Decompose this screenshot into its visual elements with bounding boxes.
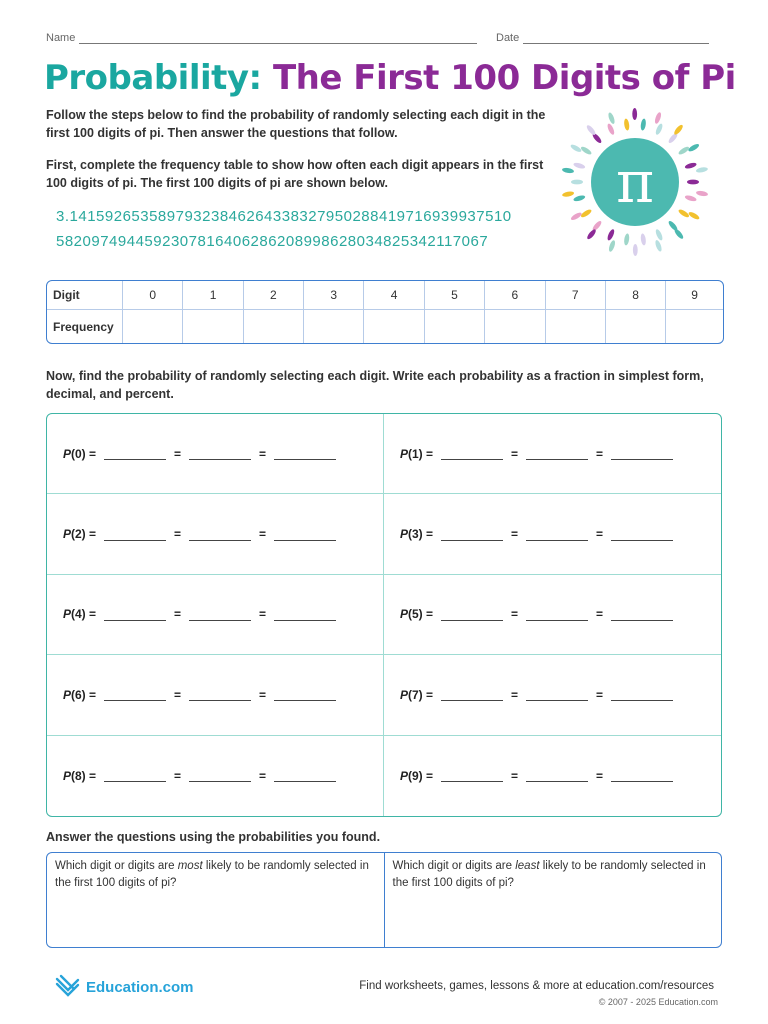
decimal-blank[interactable]	[189, 608, 251, 621]
digit-cell: 9	[666, 281, 723, 310]
probability-row	[47, 655, 384, 735]
decimal-blank[interactable]	[189, 447, 251, 460]
logo-text: Education.com	[86, 978, 194, 996]
fraction-blank[interactable]	[441, 608, 503, 621]
probability-prefix: P	[400, 527, 409, 542]
step3-text: Answer the questions using the probabilities you found.	[46, 830, 381, 844]
frequency-input-cell[interactable]	[364, 310, 424, 344]
confetti-petal	[606, 228, 615, 241]
confetti-petal	[696, 190, 709, 197]
pi-digits-line1: 3.14159265358979323846264338327950288419716939937510	[56, 208, 512, 225]
fraction-blank[interactable]	[104, 608, 166, 621]
probability-prefix: P	[400, 768, 409, 783]
percent-blank[interactable]	[274, 688, 336, 701]
confetti-petal	[606, 123, 615, 136]
equals-sign: =	[596, 446, 604, 461]
digit-row-label: Digit	[47, 281, 123, 310]
equals-sign: =	[596, 607, 604, 622]
fraction-blank[interactable]	[104, 447, 166, 460]
decimal-blank[interactable]	[189, 688, 251, 701]
fraction-blank[interactable]	[104, 688, 166, 701]
frequency-input-cell[interactable]	[424, 310, 484, 344]
percent-blank[interactable]	[611, 447, 673, 460]
probability-prefix: P	[400, 607, 409, 622]
probability-digit: (6) =	[71, 687, 97, 702]
confetti-petal	[684, 162, 697, 170]
confetti-petal	[687, 180, 699, 185]
frequency-input-cell[interactable]	[123, 310, 183, 344]
equals-sign: =	[596, 768, 604, 783]
probability-row	[384, 655, 721, 735]
question-text: likely to be randomly selected in the first 100 digits of pi?	[55, 860, 369, 889]
probability-row	[384, 414, 721, 494]
probability-grid	[46, 413, 722, 817]
confetti-petal	[640, 233, 646, 246]
percent-blank[interactable]	[611, 528, 673, 541]
probability-label	[63, 769, 96, 783]
pi-digits-line2: 5820974944592307816406286208998628034825342117067	[56, 233, 489, 250]
confetti-petal	[570, 143, 583, 153]
frequency-input-cell[interactable]	[485, 310, 545, 344]
equals-sign: =	[259, 687, 267, 702]
percent-blank[interactable]	[274, 608, 336, 621]
frequency-input-cell[interactable]	[243, 310, 303, 344]
confetti-petal	[570, 211, 583, 221]
equals-sign: =	[174, 687, 182, 702]
probability-label	[400, 447, 433, 461]
probability-row	[384, 575, 721, 655]
probability-label	[400, 688, 433, 702]
fraction-blank[interactable]	[104, 769, 166, 782]
probability-prefix: P	[63, 446, 72, 461]
probability-label	[400, 527, 433, 541]
confetti-petal	[640, 118, 646, 131]
confetti-petal	[623, 233, 629, 246]
probability-row	[47, 575, 384, 655]
probability-digit: (7) =	[408, 687, 434, 702]
step1-text: First, complete the frequency table to show how often each digit appears in the first 100 digits of pi. The first 100 digits of pi are shown below.	[46, 158, 544, 190]
pi-symbol: π	[615, 148, 655, 216]
confetti-petal	[573, 194, 586, 202]
name-line[interactable]	[79, 33, 477, 44]
question-emphasis: least	[515, 860, 540, 872]
title-part2: The First 100 Digits of Pi	[272, 58, 736, 98]
confetti-petal	[654, 112, 663, 125]
equals-sign: =	[511, 768, 519, 783]
probability-digit: (4) =	[71, 607, 97, 622]
confetti-petal	[688, 211, 701, 221]
question-text: Which digit or digits are	[392, 860, 516, 872]
date-field[interactable]	[496, 32, 709, 44]
confetti-petal	[608, 240, 617, 253]
percent-blank[interactable]	[611, 688, 673, 701]
frequency-row-label: Frequency	[47, 310, 123, 344]
date-line[interactable]	[523, 33, 709, 44]
digit-row	[47, 281, 723, 310]
confetti-petal	[586, 228, 597, 240]
equals-sign: =	[174, 527, 182, 542]
pi-badge-icon	[555, 102, 715, 262]
fraction-blank[interactable]	[104, 528, 166, 541]
equals-sign: =	[511, 446, 519, 461]
title-part1: Probability:	[44, 58, 262, 98]
percent-blank[interactable]	[274, 447, 336, 460]
question-text: likely to be randomly selected in the first 100 digits of pi?	[392, 860, 706, 889]
confetti-petal	[571, 180, 583, 185]
decimal-blank[interactable]	[526, 769, 588, 782]
name-field[interactable]	[46, 32, 477, 44]
confetti-petal	[687, 143, 700, 153]
confetti-petal	[654, 228, 663, 241]
probability-row	[47, 414, 384, 494]
frequency-input-cell[interactable]	[666, 310, 723, 344]
probability-row	[384, 736, 721, 816]
logo-icon	[52, 972, 82, 1002]
confetti-petal	[677, 145, 690, 156]
frequency-input-cell[interactable]	[304, 310, 364, 344]
confetti-petal	[696, 166, 709, 173]
confetti-petal	[607, 112, 616, 125]
step2-text: Now, find the probability of randomly selecting each digit. Write each probability as a fraction in simplest form, decimal, and percent.	[46, 369, 704, 401]
equals-sign: =	[259, 607, 267, 622]
answer-box	[46, 852, 722, 948]
fraction-blank[interactable]	[441, 528, 503, 541]
confetti-petal	[677, 208, 690, 219]
digit-cell: 0	[123, 281, 183, 310]
probability-prefix: P	[63, 527, 72, 542]
confetti-petal	[585, 124, 596, 136]
digit-cell: 3	[304, 281, 364, 310]
fraction-blank[interactable]	[441, 688, 503, 701]
probability-digit: (0) =	[71, 446, 97, 461]
decimal-blank[interactable]	[526, 688, 588, 701]
equals-sign: =	[511, 607, 519, 622]
most-likely-question[interactable]	[47, 853, 385, 947]
probability-prefix: P	[400, 687, 409, 702]
probability-digit: (1) =	[408, 446, 434, 461]
confetti-petal	[562, 191, 575, 198]
probability-digit: (8) =	[71, 768, 97, 783]
probability-label	[63, 447, 96, 461]
page-title	[44, 58, 736, 98]
probability-row	[384, 494, 721, 574]
probability-digit: (2) =	[71, 527, 97, 542]
equals-sign: =	[596, 527, 604, 542]
confetti-petal	[562, 167, 575, 174]
probability-label	[63, 688, 96, 702]
equals-sign: =	[511, 687, 519, 702]
decimal-blank[interactable]	[526, 447, 588, 460]
footer-copyright: © 2007 - 2025 Education.com	[598, 997, 718, 1007]
digit-cell: 5	[424, 281, 484, 310]
frequency-table	[46, 280, 724, 344]
question-text: Which digit or digits are	[55, 860, 178, 872]
frequency-input-cell[interactable]	[183, 310, 243, 344]
least-likely-question[interactable]	[385, 853, 722, 947]
probability-digit: (5) =	[408, 607, 434, 622]
equals-sign: =	[511, 527, 519, 542]
digit-cell: 7	[545, 281, 605, 310]
confetti-petal	[580, 208, 593, 219]
probability-prefix: P	[63, 687, 72, 702]
confetti-petal	[654, 123, 663, 136]
digit-cell: 2	[243, 281, 303, 310]
percent-blank[interactable]	[611, 608, 673, 621]
digit-cell: 6	[485, 281, 545, 310]
decimal-blank[interactable]	[526, 528, 588, 541]
frequency-row	[47, 310, 723, 344]
confetti-petal	[673, 228, 684, 240]
confetti-petal	[633, 244, 638, 256]
fraction-blank[interactable]	[441, 447, 503, 460]
digit-cell: 1	[183, 281, 243, 310]
percent-blank[interactable]	[611, 769, 673, 782]
confetti-petal	[673, 124, 684, 136]
confetti-petal	[573, 162, 586, 170]
footer-link[interactable]: Find worksheets, games, lessons & more at education.com/resources	[359, 980, 714, 992]
probability-row	[47, 736, 384, 816]
digit-cell: 8	[605, 281, 665, 310]
fraction-blank[interactable]	[441, 769, 503, 782]
confetti-petal	[654, 239, 663, 252]
confetti-petal	[580, 145, 593, 156]
decimal-blank[interactable]	[526, 608, 588, 621]
equals-sign: =	[174, 768, 182, 783]
percent-blank[interactable]	[274, 769, 336, 782]
probability-row	[47, 494, 384, 574]
frequency-input-cell[interactable]	[605, 310, 665, 344]
frequency-input-cell[interactable]	[545, 310, 605, 344]
probability-digit: (3) =	[408, 527, 434, 542]
probability-label	[400, 769, 433, 783]
probability-label	[400, 607, 433, 621]
intro-text: Follow the steps below to find the probability of randomly selecting each digit in the first 100 digits of pi. Then answer the questions that follow.	[46, 108, 546, 140]
probability-digit: (9) =	[408, 768, 434, 783]
equals-sign: =	[259, 527, 267, 542]
equals-sign: =	[174, 607, 182, 622]
name-label: Name	[46, 32, 76, 44]
confetti-petal	[623, 118, 629, 131]
confetti-petal	[632, 108, 637, 120]
digit-cell: 4	[364, 281, 424, 310]
decimal-blank[interactable]	[189, 769, 251, 782]
probability-prefix: P	[63, 607, 72, 622]
probability-prefix: P	[400, 446, 409, 461]
equals-sign: =	[174, 446, 182, 461]
probability-label	[63, 527, 96, 541]
equals-sign: =	[259, 768, 267, 783]
question-emphasis: most	[177, 860, 203, 872]
education-logo[interactable]	[52, 972, 194, 1002]
confetti-petal	[684, 194, 697, 202]
percent-blank[interactable]	[274, 528, 336, 541]
probability-label	[63, 607, 96, 621]
decimal-blank[interactable]	[189, 528, 251, 541]
equals-sign: =	[596, 687, 604, 702]
date-label: Date	[496, 32, 520, 44]
probability-prefix: P	[63, 768, 72, 783]
equals-sign: =	[259, 446, 267, 461]
